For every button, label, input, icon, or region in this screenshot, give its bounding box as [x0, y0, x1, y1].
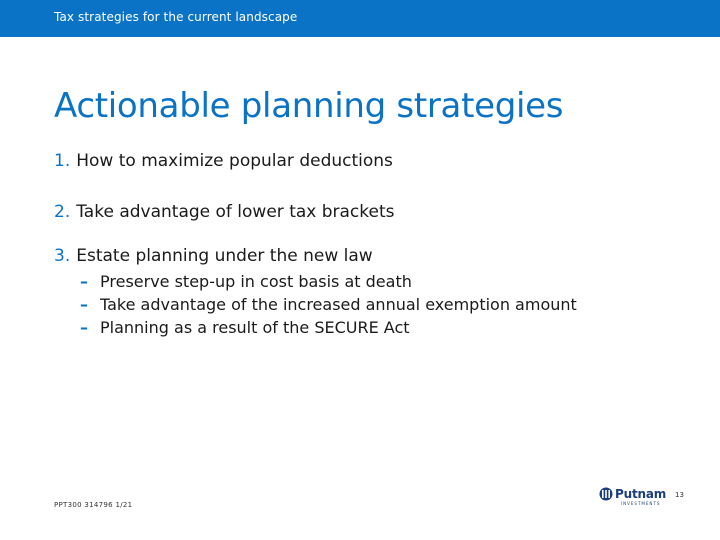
list-item	[54, 202, 395, 222]
sublist-item-text: Preserve step-up in cost basis at death	[100, 272, 412, 291]
list-item-number: 3.	[54, 246, 71, 266]
list-item	[54, 151, 393, 171]
dash-bullet: –	[80, 295, 88, 314]
putnam-logo-icon	[599, 487, 613, 501]
list-item-text: Estate planning under the new law	[76, 246, 373, 266]
sublist-item	[80, 316, 577, 339]
list-item-number: 1.	[54, 151, 71, 171]
header-title: Tax strategies for the current landscape	[54, 10, 298, 24]
sublist-item-text: Planning as a result of the SECURE Act	[100, 318, 410, 337]
dash-bullet: –	[80, 318, 88, 337]
list-item-text: Take advantage of lower tax brackets	[76, 202, 395, 222]
putnam-logo	[599, 487, 669, 507]
logo-subtext: INVESTMENTS	[621, 501, 661, 506]
header-bar	[0, 0, 720, 37]
sublist-item	[80, 270, 577, 293]
slide-title: Actionable planning strategies	[54, 86, 564, 126]
page-number: 13	[675, 491, 684, 499]
footer-code: PPT300 314796 1/21	[54, 501, 133, 509]
list-item-text: How to maximize popular deductions	[76, 151, 393, 171]
estate-sublist	[80, 270, 577, 339]
list-item	[54, 246, 373, 266]
sublist-item	[80, 293, 577, 316]
dash-bullet: –	[80, 272, 88, 291]
logo-wordmark: Putnam	[615, 487, 667, 501]
sublist-item-text: Take advantage of the increased annual exemption amount	[100, 295, 577, 314]
list-item-number: 2.	[54, 202, 71, 222]
